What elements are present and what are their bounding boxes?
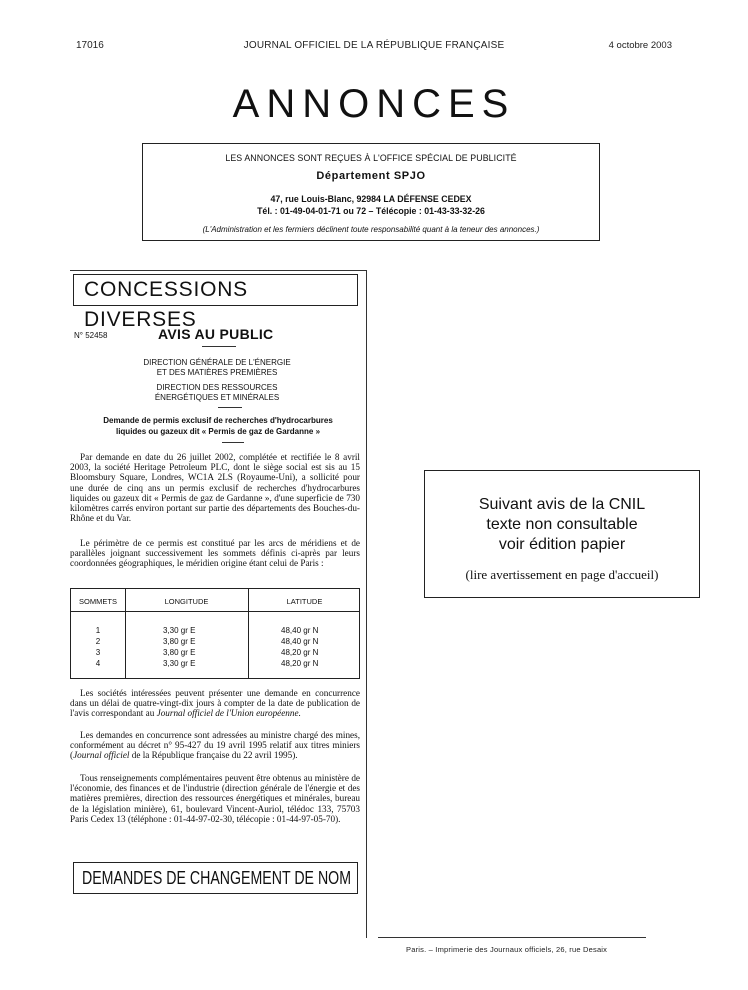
direction-block-2 — [70, 383, 364, 403]
paragraph-ministry — [70, 730, 360, 761]
cnil-line-3: voir édition papier — [498, 536, 626, 553]
notice-line-1: LES ANNONCES SONT REÇUES À L'OFFICE SPÉCIAL DE PUBLICITÉ — [225, 153, 517, 163]
journal-reference: Journal officiel — [73, 750, 130, 761]
cnil-line-1: Suivant avis de la CNIL — [478, 496, 646, 513]
paragraph-competition-text: Les sociétés intéressées peuvent présenter une demande en concurrence dans un délai de quatre-vingt-dix jours à compter de la date de publication de l'avis correspondant au — [70, 688, 360, 719]
direction-1-line-a: DIRECTION GÉNÉRALE DE L'ÉNERGIE — [143, 358, 291, 367]
journal-reference: Journal officiel de l'Union européenne. — [156, 708, 301, 719]
table-header-sommets: SOMMETS — [79, 597, 117, 606]
column-top-rule — [70, 270, 367, 271]
table-cell-longitude: 3,80 gr E — [163, 648, 196, 657]
avis-number: N° 52458 — [74, 331, 108, 340]
table-header-rule — [71, 611, 359, 612]
table-cell-latitude: 48,40 gr N — [281, 637, 319, 646]
notice-address: 47, rue Louis-Blanc, 92984 LA DÉFENSE CEDEX — [270, 194, 472, 204]
page-title: ANNONCES — [232, 82, 516, 126]
table-cell-latitude: 48,20 gr N — [281, 659, 319, 668]
divider — [222, 442, 244, 443]
avis-title: AVIS AU PUBLIC — [158, 326, 274, 342]
coordinates-table — [70, 588, 360, 679]
footer-rule — [378, 937, 646, 938]
table-header-longitude: LONGITUDE — [164, 597, 209, 606]
demande-title — [70, 415, 366, 437]
paragraph-ministry-text-b: de la République française du 22 avril 1995). — [129, 750, 298, 761]
direction-1-line-b: ET DES MATIÈRES PREMIÈRES — [156, 368, 278, 377]
table-cell-sommet: 4 — [95, 659, 101, 668]
table-cell-sommet: 3 — [95, 648, 101, 657]
divider — [202, 346, 236, 347]
paragraph-information: Tous renseignements complémentaires peuvent être obtenus au ministère de l'économie, des finances et de l'industrie (direction générale de l'énergie et des matières premières, direction des ressources énergétiques et minérales, bureau de la législation minière), 61, boulevard Vincent-Auriol, télédoc 133, 75703 Paris Cedex 13 (téléphone : 01-44-97-02-30, télécopie : 01-44-97-05-70). — [70, 773, 360, 824]
paragraph-perimeter: Le périmètre de ce permis est constitué par les arcs de méridiens et de parallèles joignant successivement les sommets définis ci-après par leurs coordonnées géographiques, le méridien origine étant celui de Paris : — [70, 538, 360, 569]
section-heading-concessions: CONCESSIONS DIVERSES — [73, 274, 358, 306]
notice-box — [142, 143, 600, 241]
printer-footer: Paris. – Imprimerie des Journaux officiels, 26, rue Desaix — [406, 945, 608, 954]
cnil-line-2: texte non consultable — [486, 516, 638, 533]
paragraph-ministry-text-a: Les demandes en concurrence sont adressées au ministre chargé des mines, conformément au décret n° 95-427 du 19 avril 1995 relatif aux titres miniers ( — [70, 730, 360, 761]
column-rule — [366, 270, 367, 938]
divider — [218, 407, 242, 408]
demande-title-line-a: Demande de permis exclusif de recherches d'hydrocarbures — [103, 416, 333, 425]
table-cell-latitude: 48,40 gr N — [281, 626, 319, 635]
table-cell-sommet: 1 — [95, 626, 101, 635]
paragraph-competition — [70, 688, 360, 719]
journal-title: JOURNAL OFFICIEL DE LA RÉPUBLIQUE FRANÇAISE — [243, 40, 505, 51]
table-header-latitude: LATITUDE — [286, 597, 323, 606]
section-heading-name-change: DEMANDES DE CHANGEMENT DE NOM — [73, 862, 358, 894]
table-cell-longitude: 3,30 gr E — [163, 659, 196, 668]
paragraph-request: Par demande en date du 26 juillet 2002, complétée et rectifiée le 8 avril 2003, la société Heritage Petroleum PLC, dont le siège social est sis au 15 Bloomsbury Square, Londres, WC1A 2LS (Royaume-Uni), a sollicité pour une durée de cinq ans un permis exclusif de recherches d'hydrocarbures liquides ou gazeux dit « Permis de gaz de Gardanne », d'une superficie de 730 kilomètres carrés environ portant sur partie des départements des Bouches-du-Rhône et du Var. — [70, 452, 360, 524]
table-cell-longitude: 3,30 gr E — [163, 626, 196, 635]
cnil-notice-box — [424, 470, 700, 598]
cnil-line-4: (lire avertissement en page d'accueil) — [465, 567, 659, 582]
notice-phone: Tél. : 01-49-04-01-71 ou 72 – Télécopie : 01-43-33-32-26 — [257, 206, 485, 216]
notice-disclaimer: (L'Administration et les fermiers déclinent toute responsabilité quant à la teneur des annonces.) — [202, 225, 540, 234]
table-cell-longitude: 3,80 gr E — [163, 637, 196, 646]
issue-date: 4 octobre 2003 — [608, 40, 672, 51]
direction-2-line-a: DIRECTION DES RESSOURCES — [156, 383, 278, 392]
direction-block-1 — [70, 358, 364, 378]
table-cell-sommet: 2 — [95, 637, 101, 646]
notice-department: Département SPJO — [316, 170, 426, 182]
page-number: 17016 — [76, 40, 104, 51]
direction-2-line-b: ÉNERGÉTIQUES ET MINÉRALES — [154, 393, 280, 402]
demande-title-line-b: liquides ou gazeux dit « Permis de gaz de Gardanne » — [115, 427, 321, 436]
table-cell-latitude: 48,20 gr N — [281, 648, 319, 657]
